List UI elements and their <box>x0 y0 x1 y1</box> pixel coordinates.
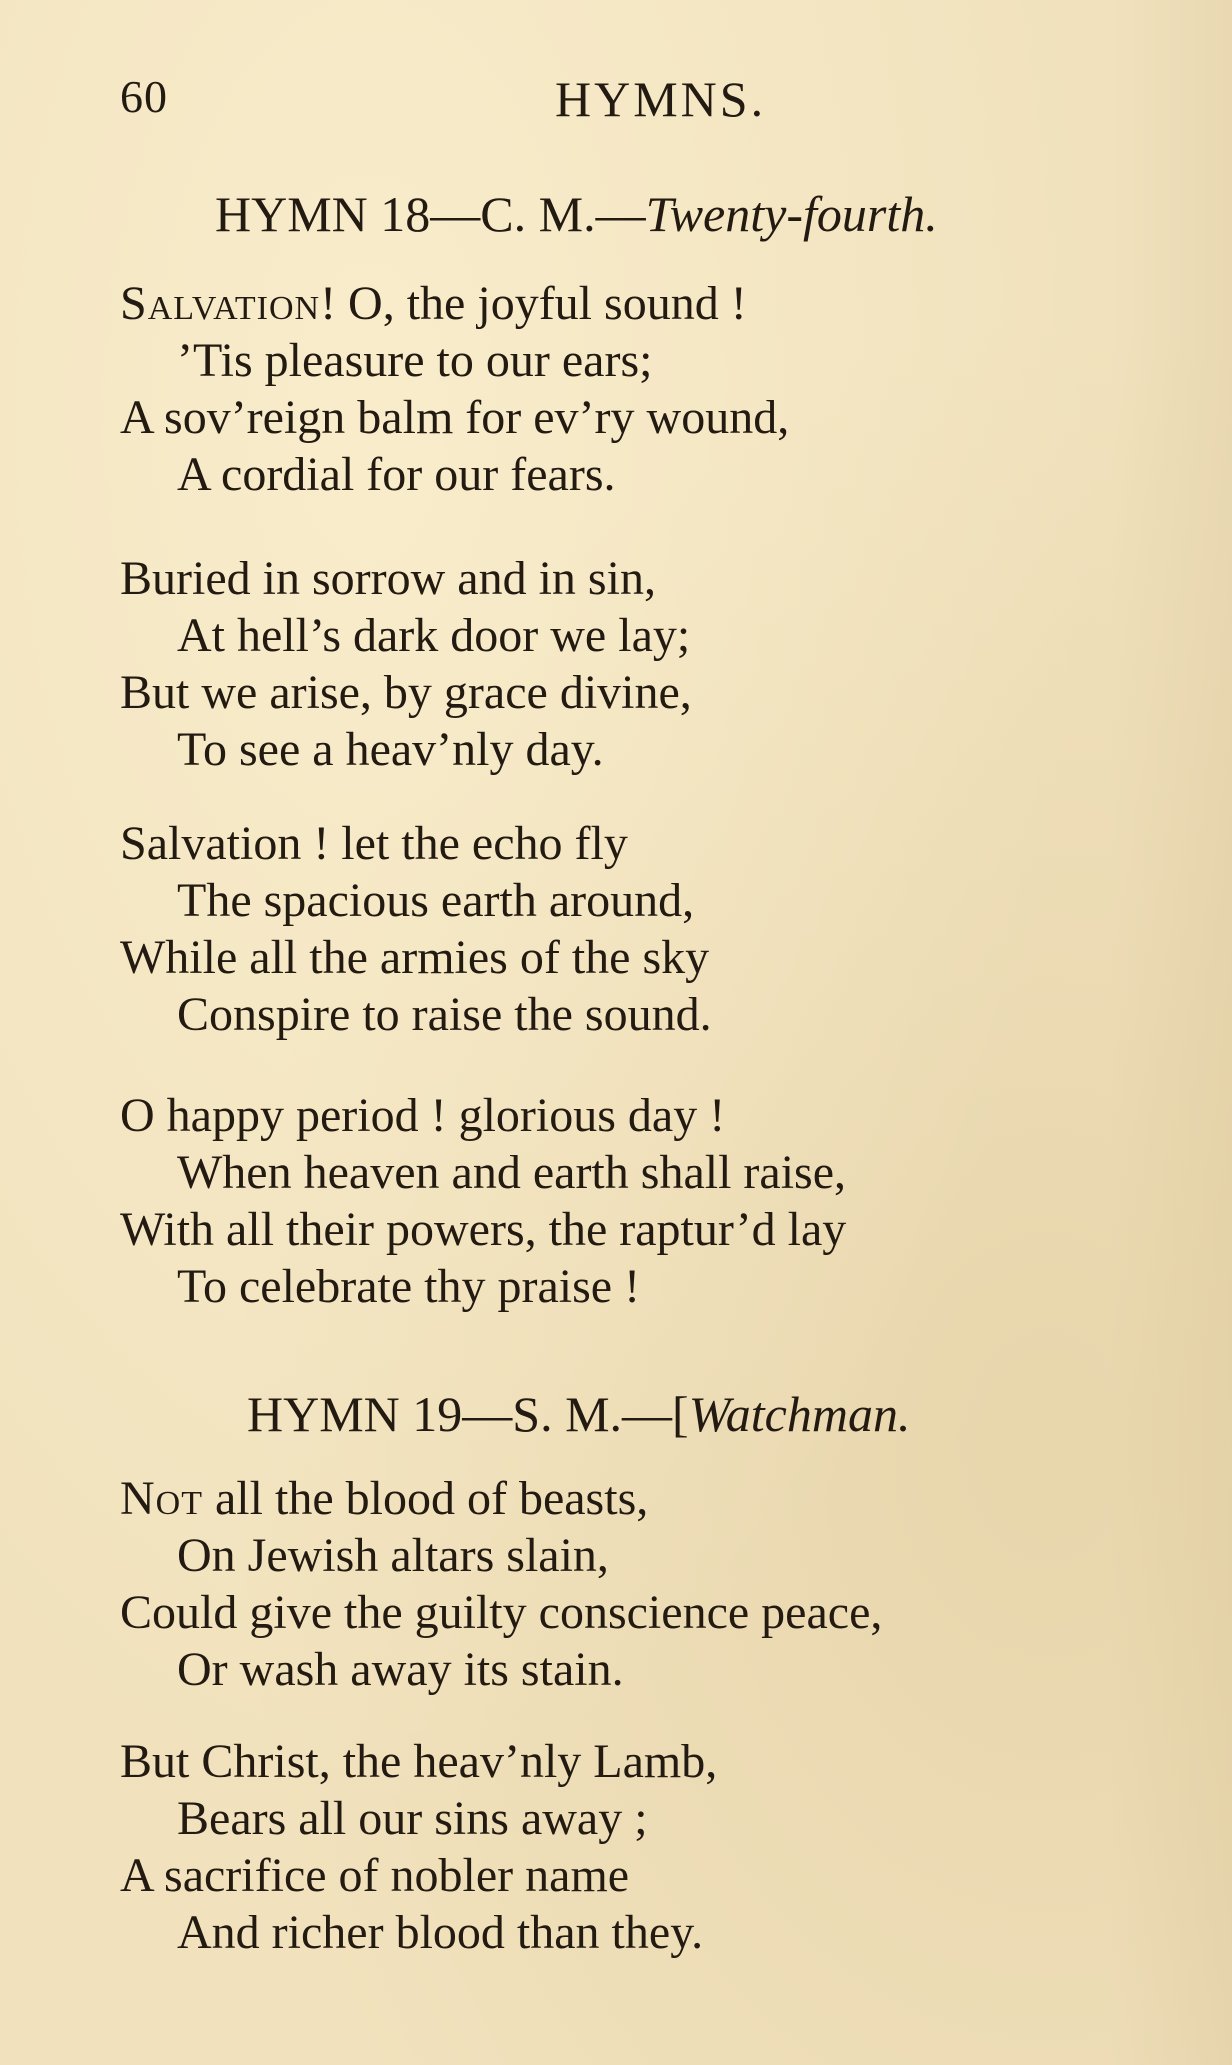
verse-line: O happy period ! glorious day ! <box>120 1089 726 1142</box>
verse-line: The spacious earth around, <box>177 874 695 927</box>
hymn-19-number-meter: HYMN 19—S. M.—[ <box>247 1386 689 1442</box>
page-number: 60 <box>120 71 168 122</box>
verse-line: To celebrate thy praise ! <box>177 1260 641 1313</box>
hymn-18-stanza-2 <box>120 550 1120 778</box>
verse-line: At hell’s dark door we lay; <box>177 609 691 662</box>
verse-line: A sov’reign balm for ev’ry wound, <box>120 391 790 444</box>
running-head <box>120 70 1100 130</box>
hymn-19-stanza-1 <box>120 1470 1120 1698</box>
verse-line <box>120 1470 1120 1527</box>
verse-lead-word: Salvation <box>120 277 321 330</box>
hymn-18-heading <box>215 185 938 243</box>
verse-line: But we arise, by grace divine, <box>120 666 692 719</box>
verse-line: With all their powers, the raptur’d lay <box>120 1203 847 1256</box>
verse-line: But Christ, the heav’nly Lamb, <box>120 1735 718 1788</box>
verse-lead-word: Not <box>120 1472 203 1525</box>
verse-line: And richer blood than they. <box>177 1906 704 1959</box>
verse-line: Salvation ! let the echo fly <box>120 817 628 870</box>
running-title: HYMNS. <box>555 71 767 127</box>
verse-text: all the blood of beasts, <box>203 1472 649 1525</box>
verse-line <box>120 275 1120 332</box>
verse-line: ’Tis pleasure to our ears; <box>177 334 653 387</box>
hymn-18-stanza-1 <box>120 275 1120 503</box>
verse-line: Or wash away its stain. <box>177 1643 624 1696</box>
verse-line: While all the armies of the sky <box>120 931 710 984</box>
verse-line: To see a heav’nly day. <box>177 723 604 776</box>
hymn-18-stanza-3 <box>120 815 1120 1043</box>
verse-line: A cordial for our fears. <box>177 448 616 501</box>
verse-line: Buried in sorrow and in sin, <box>120 552 656 605</box>
hymn-19-heading <box>247 1385 910 1443</box>
verse-line: When heaven and earth shall raise, <box>177 1146 847 1199</box>
verse-line: On Jewish altars slain, <box>177 1529 609 1582</box>
hymn-18-tune: Twenty-fourth. <box>645 186 938 242</box>
hymn-19-stanza-2 <box>120 1733 1120 1961</box>
verse-text: ! O, the joyful sound ! <box>320 277 747 330</box>
hymn-19-tune: Watchman. <box>688 1386 911 1442</box>
verse-line: Could give the guilty conscience peace, <box>120 1586 883 1639</box>
verse-line: Bears all our sins away ; <box>177 1792 648 1845</box>
hymn-18-stanza-4 <box>120 1087 1120 1315</box>
verse-line: Conspire to raise the sound. <box>177 988 712 1041</box>
verse-line: A sacrifice of nobler name <box>120 1849 630 1902</box>
hymn-18-number-meter: HYMN 18—C. M.— <box>215 186 646 242</box>
